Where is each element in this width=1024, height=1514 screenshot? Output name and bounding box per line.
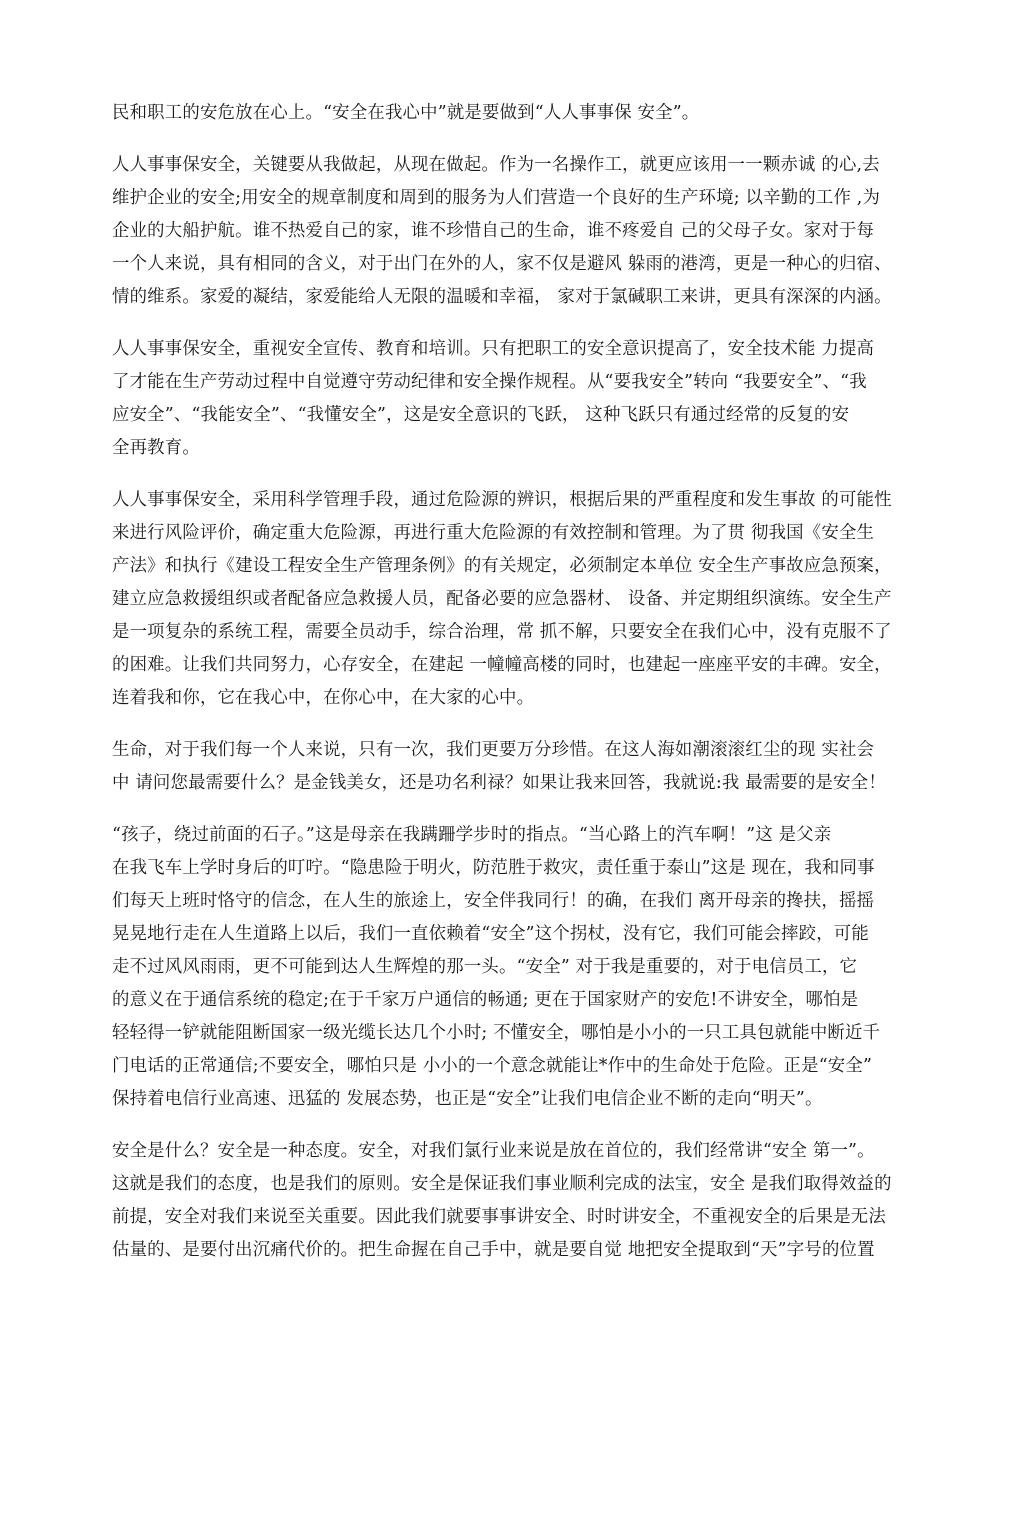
paragraph [112, 484, 938, 715]
text-line: 估量的、是要付出沉痛代价的。把生命握在自己手中，就是要自觉 地把安全提取到“天”字号的位置 [112, 1240, 875, 1260]
text-line: 企业的大船护航。谁不热爱自己的家，谁不珍惜自己的生命，谁不疼爱自 己的父母子女。家对于每 [112, 221, 875, 241]
text-line: 的意义在于通信系统的稳定;在于千家万户通信的畅通; 更在于国家财产的安危!不讲安全，哪怕是 [112, 990, 859, 1010]
paragraph [112, 819, 938, 1116]
text-line: 产法》和执行《建设工程安全生产管理条例》的有关规定，必须制定本单位 安全生产事故应急预案， [112, 556, 892, 576]
text-line: 建立应急救援组织或者配备应急救援人员，配备必要的应急器材、 设备、并定期组织演练。安全生产 [112, 589, 892, 609]
text-line: 安全是什么？安全是一种态度。安全，对我们氯行业来说是放在首位的，我们经常讲“安全 第一”。 [112, 1141, 875, 1161]
paragraph [112, 333, 938, 465]
document-body [112, 97, 938, 1286]
text-line: 情的维系。家爱的凝结，家爱能给人无限的温暖和幸福， 家对于氯碱职工来讲，更具有深深的内涵。 [112, 287, 892, 307]
text-line: 中 请问您最需要什么？是金钱美女，还是功名利禄？如果让我来回答，我就说:我 最需要的是安全！ [112, 773, 886, 793]
text-line: 是一项复杂的系统工程，需要全员动手，综合治理，常 抓不解，只要安全在我们心中，没有克服不了 [112, 622, 892, 642]
text-line: 这就是我们的态度，也是我们的原则。安全是保证我们事业顺利完成的法宝，安全 是我们取得效益的 [112, 1174, 892, 1194]
text-line: 在我飞车上学时身后的叮咛。“隐患险于明火，防范胜于救灾，责任重于泰山”这是 现在，我和同事 [112, 858, 875, 878]
text-line: 了才能在生产劳动过程中自觉遵守劳动纪律和安全操作规程。从“要我安全”转向 “我要安全”、“我 [112, 372, 867, 392]
paragraph [112, 1135, 938, 1267]
text-line: 人人事事保安全，关键要从我做起，从现在做起。作为一名操作工，就更应该用一一颗赤诚 的心,去 [112, 155, 880, 175]
text-line: 们每天上班时恪守的信念，在人生的旅途上，安全伴我同行！的确，在我们 离开母亲的搀扶，摇摇 [112, 891, 875, 911]
text-line: 应安全”、“我能安全”、“我懂安全”，这是安全意识的飞跃， 这种飞跃只有通过经常的反复的安 [112, 405, 850, 425]
text-line: 来进行风险评价，确定重大危险源，再进行重大危险源的有效控制和管理。为了贯 彻我国《安全生 [112, 523, 875, 543]
text-line: 一个人来说，具有相同的含义，对于出门在外的人，家不仅是避风 躲雨的港湾，更是一种心的归宿、 [112, 254, 892, 274]
text-line: 全再教育。 [112, 438, 200, 458]
text-line: 保持着电信行业高速、迅猛的 发展态势，也正是“安全”让我们电信企业不断的走向“明天”。 [112, 1089, 823, 1109]
text-line: 走不过风风雨雨，更不可能到达人生辉煌的那一头。“安全” 对于我是重要的，对于电信员工，它 [112, 957, 858, 977]
text-line: “孩子，绕过前面的石子。”这是母亲在我蹒跚学步时的指点。“当心路上的汽车啊！”这 是父亲 [112, 825, 832, 845]
text-line: 门电话的正常通信;不要安全，哪怕只是 小小的一个意念就能让*作中的生命处于危险。正是“安全” [112, 1056, 873, 1076]
text-line: 人人事事保安全，重视安全宣传、教育和培训。只有把职工的安全意识提高了，安全技术能 力提高 [112, 339, 875, 359]
text-line: 民和职工的安危放在心上。“安全在我心中”就是要做到“人人事事保 安全”。 [112, 103, 700, 123]
paragraph [112, 149, 938, 314]
text-line: 人人事事保安全，采用科学管理手段，通过危险源的辨识，根据后果的严重程度和发生事故 的可能性 [112, 490, 892, 510]
text-line: 轻轻得一铲就能阻断国家一级光缆长达几个小时; 不懂安全，哪怕是小小的一只工具包就能中断近千 [112, 1023, 881, 1043]
text-line: 生命，对于我们每一个人来说，只有一次，我们更要万分珍惜。在这人海如潮滚滚红尘的现 实社会 [112, 740, 875, 760]
text-line: 的困难。让我们共同努力，心存安全，在建起 一幢幢高楼的同时，也建起一座座平安的丰碑。安全， [112, 655, 892, 675]
text-line: 前提，安全对我们来说至关重要。因此我们就要事事讲安全、时时讲安全，不重视安全的后果是无法 [112, 1207, 886, 1227]
paragraph [112, 734, 938, 800]
text-line: 晃晃地行走在人生道路上以后，我们一直依赖着“安全”这个拐杖，没有它，我们可能会摔跤，可能 [112, 924, 869, 944]
paragraph [112, 97, 938, 130]
text-line: 维护企业的安全;用安全的规章制度和周到的服务为人们营造一个良好的生产环境; 以辛勤的工作 ,为 [112, 188, 881, 208]
text-line: 连着我和你，它在我心中，在你心中，在大家的心中。 [112, 688, 535, 708]
